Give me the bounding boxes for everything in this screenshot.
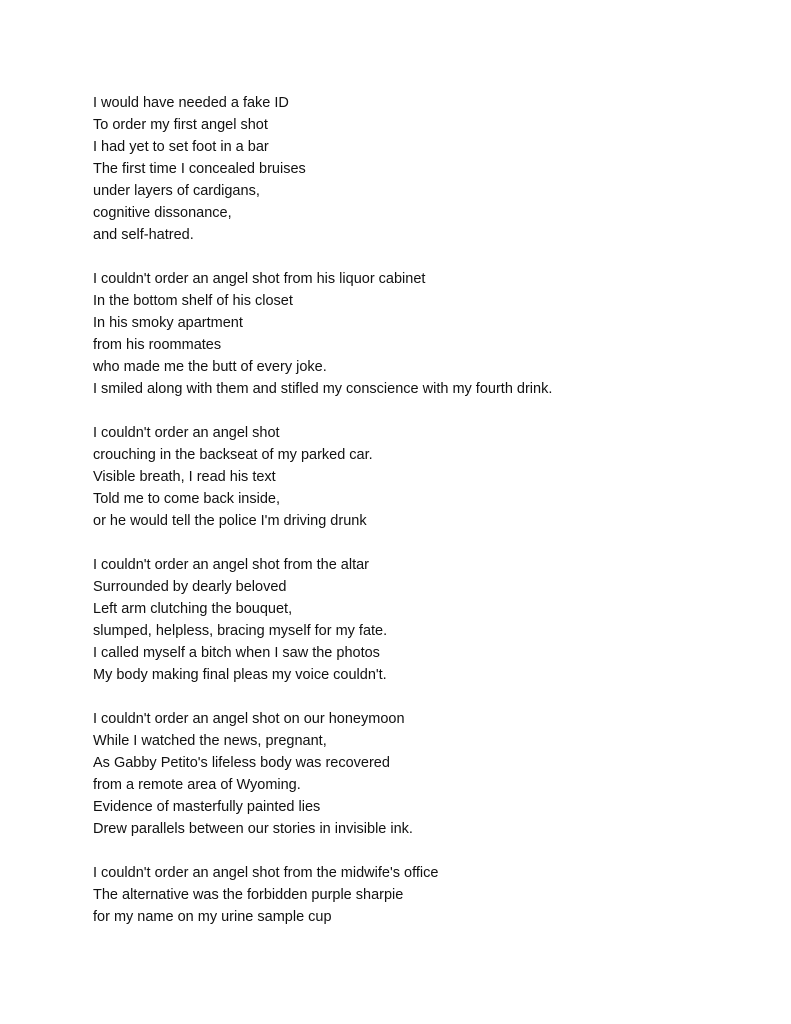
poem-line: I called myself a bitch when I saw the photos <box>93 645 380 661</box>
poem-line: Left arm clutching the bouquet, <box>93 601 293 617</box>
poem-line: slumped, helpless, bracing myself for my fate. <box>93 623 388 639</box>
poem-line: I couldn't order an angel shot <box>93 425 280 441</box>
poem-line: Drew parallels between our stories in invisible ink. <box>93 821 413 837</box>
poem-line: I had yet to set foot in a bar <box>93 139 269 155</box>
poem-line: from his roommates <box>93 337 222 353</box>
poem-line: In his smoky apartment <box>93 315 243 331</box>
poem-line: or he would tell the police I'm driving drunk <box>93 513 367 529</box>
poem-line: Visible breath, I read his text <box>93 469 276 485</box>
poem-line: Surrounded by dearly beloved <box>93 579 287 595</box>
stanza-2 <box>93 268 743 400</box>
poem-body <box>93 92 743 950</box>
poem-line: for my name on my urine sample cup <box>93 909 332 925</box>
poem-line: As Gabby Petito's lifeless body was recovered <box>93 755 390 771</box>
stanza-4 <box>93 554 743 686</box>
poem-line: My body making final pleas my voice couldn't. <box>93 667 387 683</box>
poem-line: I would have needed a fake ID <box>93 95 289 111</box>
poem-line: from a remote area of Wyoming. <box>93 777 301 793</box>
poem-line: I couldn't order an angel shot on our honeymoon <box>93 711 405 727</box>
poem-line: cognitive dissonance, <box>93 205 232 221</box>
stanza-1 <box>93 92 743 246</box>
poem-line: To order my first angel shot <box>93 117 268 133</box>
poem-line: I smiled along with them and stifled my conscience with my fourth drink. <box>93 381 553 397</box>
poem-line: who made me the butt of every joke. <box>93 359 327 375</box>
poem-line: The alternative was the forbidden purple sharpie <box>93 887 404 903</box>
poem-line: I couldn't order an angel shot from the altar <box>93 557 370 573</box>
stanza-5 <box>93 708 743 840</box>
stanza-6 <box>93 862 743 928</box>
poem-line: and self-hatred. <box>93 227 194 243</box>
poem-line: I couldn't order an angel shot from the midwife's office <box>93 865 439 881</box>
poem-line: While I watched the news, pregnant, <box>93 733 327 749</box>
poem-line: In the bottom shelf of his closet <box>93 293 293 309</box>
poem-line: The first time I concealed bruises <box>93 161 306 177</box>
stanza-3 <box>93 422 743 532</box>
poem-line: under layers of cardigans, <box>93 183 260 199</box>
poem-line: Evidence of masterfully painted lies <box>93 799 321 815</box>
poem-line: Told me to come back inside, <box>93 491 280 507</box>
poem-line: I couldn't order an angel shot from his liquor cabinet <box>93 271 426 287</box>
poem-line: crouching in the backseat of my parked car. <box>93 447 373 463</box>
